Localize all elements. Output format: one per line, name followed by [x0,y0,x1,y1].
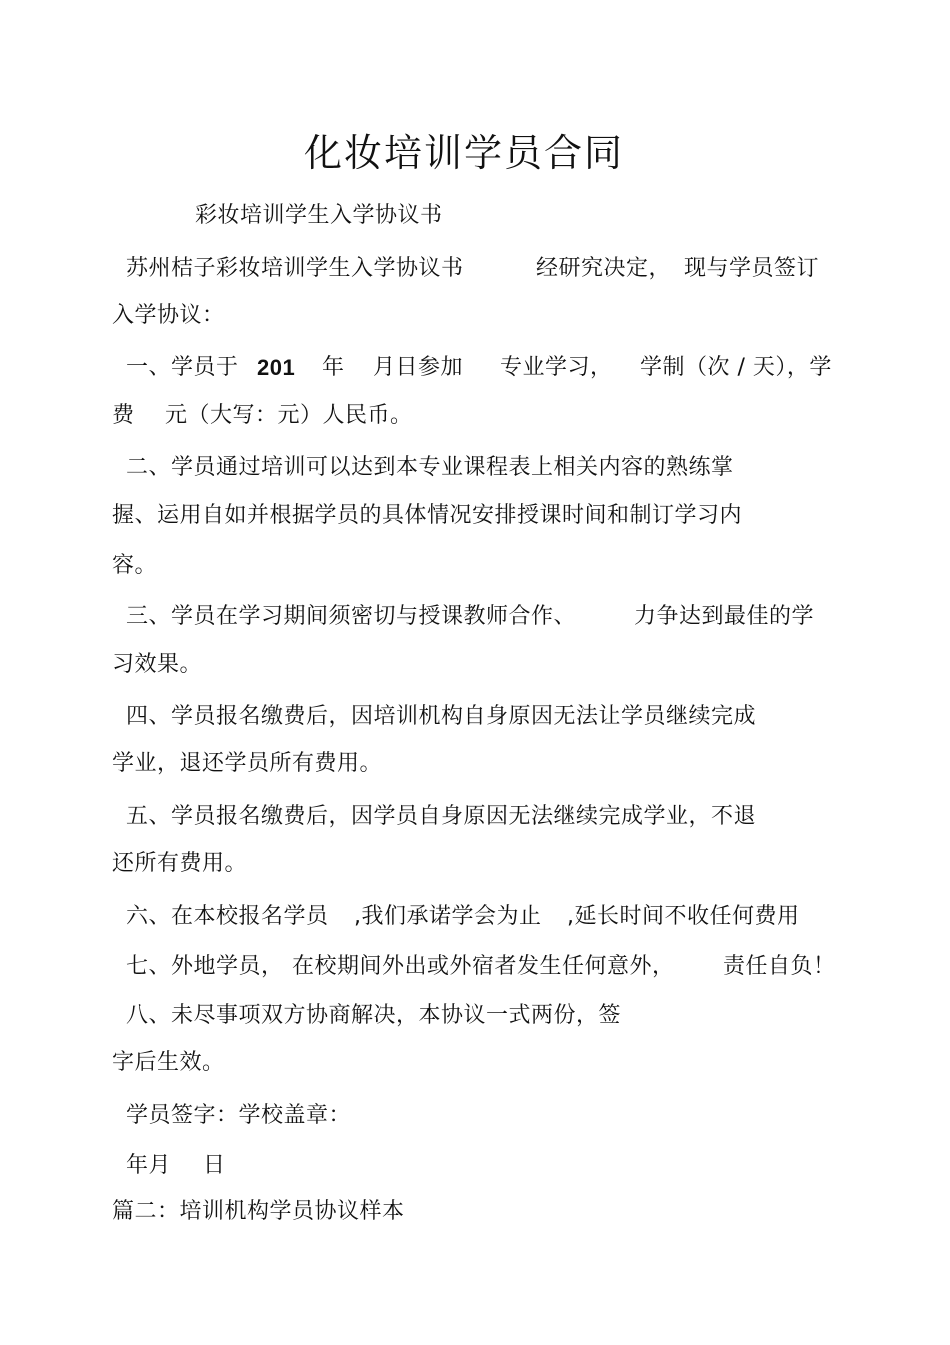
intro-text-b: 经研究决定， [536,256,672,281]
clause-3-line1-a: 三、学员在学习期间须密切与授课教师合作、 [126,604,577,629]
document-subtitle: 彩妆培训学生入学协议书 [195,203,443,228]
clause-1-e: 学制（次 / 天），学 [640,355,832,380]
clause-8-line1: 八、未尽事项双方协商解决，本协议一式两份，签 [126,1003,622,1028]
clause-1-d: 专业学习， [500,355,613,380]
clause-5-line1: 五、学员报名缴费后，因学员自身原因无法继续完成学业，不退 [126,804,757,829]
clause-6-a: 六、在本校报名学员 [126,904,329,929]
clause-8-line2: 字后生效。 [112,1050,225,1075]
intro-text-a: 苏州桔子彩妆培训学生入学协议书 [126,256,464,281]
clause-1-b: 年 [322,355,345,380]
clause-4-line1: 四、学员报名缴费后，因培训机构自身原因无法让学员继续完成 [126,704,757,729]
clause-1-line2-b: 元（大写：元）人民币。 [165,403,413,428]
clause-2-line2: 握、运用自如并根据学员的具体情况安排授课时间和制订学习内 [112,503,743,528]
intro-text-line2: 入学协议： [112,303,225,328]
clause-1-a: 一、学员于 [126,355,239,380]
clause-2-line3: 容。 [112,553,158,578]
date-line-b: 日 [203,1153,226,1178]
clause-3-line2: 习效果。 [112,652,203,677]
clause-6-b: ,我们承诺学会为止 [354,904,542,929]
clause-7-c: 责任自负！ [723,954,836,979]
clause-1-c: 月日参加 [373,355,464,380]
signature-line: 学员签字：学校盖章： [126,1103,352,1128]
clause-2-line1: 二、学员通过培训可以达到本专业课程表上相关内容的熟练掌 [126,455,734,480]
clause-1-line2-a: 费 [112,403,135,428]
clause-4-line2: 学业，退还学员所有费用。 [112,751,383,776]
clause-7-a: 七、外地学员， [126,954,284,979]
intro-text-c: 现与学员签订 [684,256,820,281]
section-2-heading: 篇二：培训机构学员协议样本 [112,1199,405,1224]
clause-1-year: 201 [257,355,296,380]
clause-5-line2: 还所有费用。 [112,851,248,876]
clause-6-c: ,延长时间不收任何费用 [567,904,800,929]
clause-3-line1-b: 力争达到最佳的学 [634,604,815,629]
clause-7-b: 在校期间外出或外宿者发生任何意外， [292,954,675,979]
date-line-a: 年月 [126,1153,172,1178]
document-title: 化妆培训学员合同 [303,131,624,175]
